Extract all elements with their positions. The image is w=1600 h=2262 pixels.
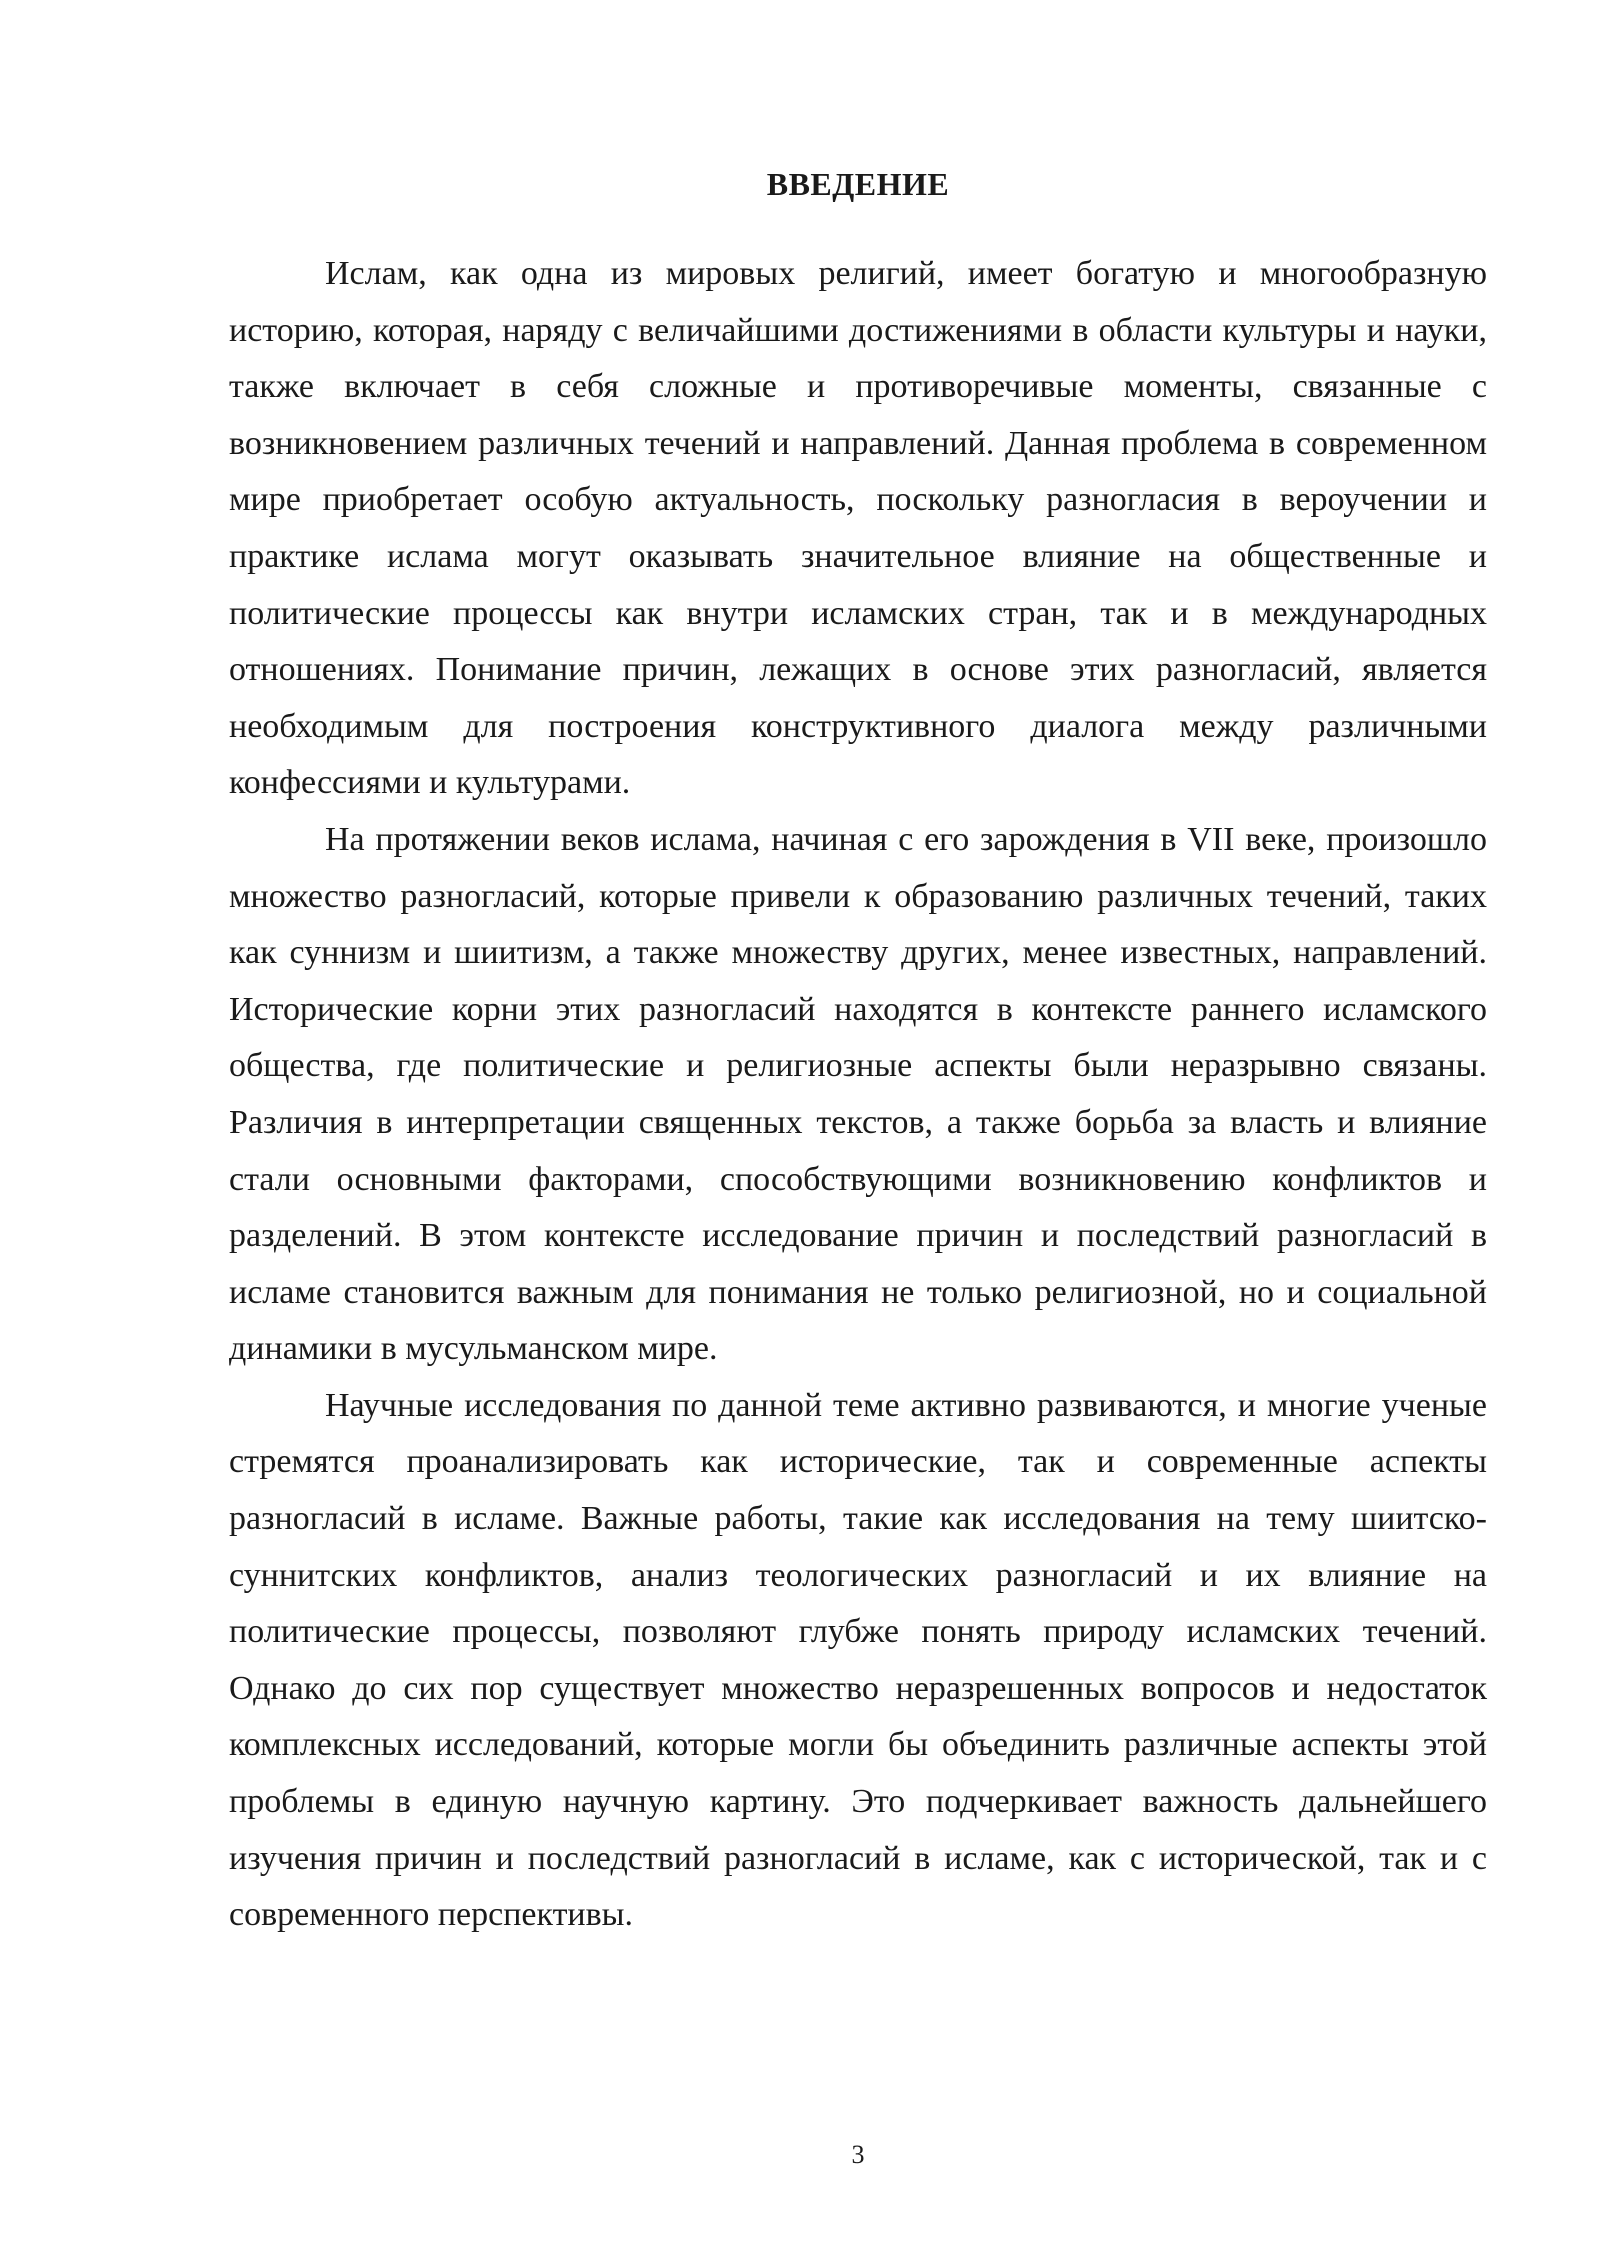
page-title: ВВЕДЕНИЕ [766, 166, 950, 202]
paragraph-1: Ислам, как одна из мировых религий, имеет богатую и многообразную историю, которая, наряду с величайшими достижениями в области культуры и науки, также включает в себя сложные и противоречивые моменты, связанные с возникновением различных течений и направлений. Данная проблема в современном мире приобретает особую актуальность, поскольку разногласия в вероучении и практике ислама могут оказывать значительное влияние на общественные и политические процессы как внутри исламских стран, так и в международных отношениях. Понимание причин, лежащих в основе этих разногласий, является необходимым для построения конструктивного диалога между различными конфессиями и культурами. [229, 255, 1487, 802]
paragraph-3: Научные исследования по данной теме активно развиваются, и многие ученые стремятся проанализировать как исторические, так и современные аспекты разногласий в исламе. Важные работы, такие как исследования на тему шиитско-суннитских конфликтов, анализ теологических разногласий и их влияние на политические процессы, позволяют глубже понять природу исламских течений. Однако до сих пор существует множество неразрешенных вопросов и недостаток комплексных исследований, которые могли бы объединить различные аспекты этой проблемы в единую научную картину. Это подчеркивает важность дальнейшего изучения причин и последствий разногласий в исламе, как с исторической, так и с современного перспективы. [229, 1386, 1487, 1934]
body-text [229, 246, 1487, 1944]
paragraph-2: На протяжении веков ислама, начиная с его зарождения в VII веке, произошло множество разногласий, которые привели к образованию различных течений, таких как суннизм и шиитизм, а также множеству других, менее известных, направлений. Исторические корни этих разногласий находятся в контексте раннего исламского общества, где политические и религиозные аспекты были неразрывно связаны. Различия в интерпретации священных текстов, а также борьба за власть и влияние стали основными факторами, способствующими возникновению конфликтов и разделений. В этом контексте исследование причин и последствий разногласий в исламе становится важным для понимания не только религиозной, но и социальной динамики в мусульманском мире. [229, 820, 1487, 1368]
page-number: 3 [851, 2140, 865, 2169]
